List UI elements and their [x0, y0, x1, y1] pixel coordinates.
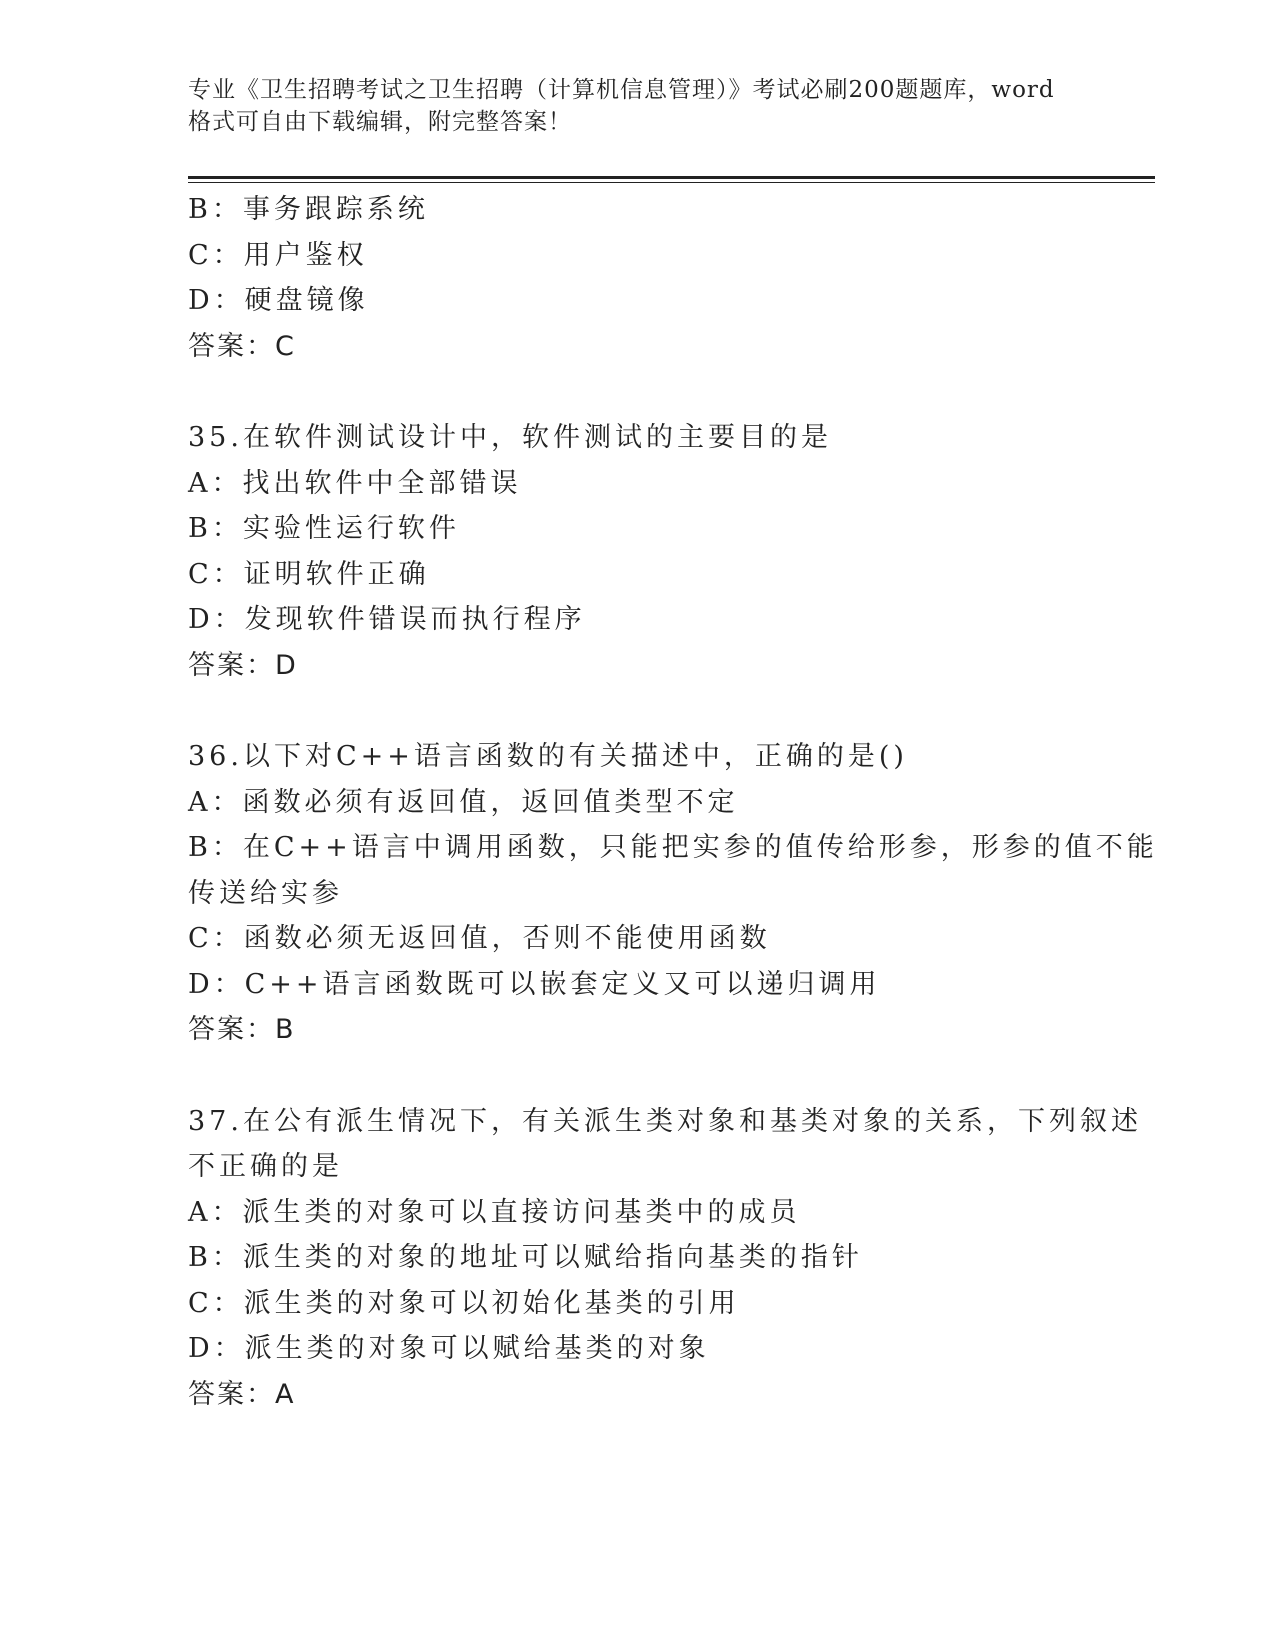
option-b-continued: 传送给实参 [188, 877, 343, 909]
header-rule-thick [188, 176, 1155, 179]
question-block-35 [188, 415, 1088, 688]
option-c: C：函数必须无返回值，否则不能使用函数 [188, 923, 771, 954]
question-stem: 35.在软件测试设计中，软件测试的主要目的是 [188, 422, 832, 453]
answer-line: 答案：A [188, 1378, 296, 1410]
answer-line: 答案：D [188, 649, 298, 681]
option-d: D：C++语言函数既可以嵌套定义又可以递归调用 [188, 968, 881, 1000]
option-b: B：在C++语言中调用函数，只能把实参的值传给形参，形参的值不能 [188, 832, 1158, 863]
question-stem-continued: 不正确的是 [188, 1151, 343, 1182]
option-c: C：用户鉴权 [188, 239, 368, 271]
prev-question-block [188, 187, 1088, 369]
option-a: A：找出软件中全部错误 [188, 467, 522, 499]
page-header [188, 74, 1088, 138]
option-b: B：事务跟踪系统 [188, 194, 429, 225]
answer-line: 答案：C [188, 330, 296, 362]
option-b: B：派生类的对象的地址可以赋给指向基类的指针 [188, 1242, 863, 1273]
answer-line: 答案：B [188, 1014, 296, 1045]
option-a: A：派生类的对象可以直接访问基类中的成员 [188, 1196, 801, 1228]
option-b: B：实验性运行软件 [188, 513, 460, 544]
block-gap [188, 1053, 1088, 1099]
question-block-36 [188, 734, 1158, 1053]
header-rule-thin [188, 182, 1155, 183]
option-d: D：硬盘镜像 [188, 285, 369, 316]
question-stem: 37.在公有派生情况下，有关派生类对象和基类对象的关系，下列叙述 [188, 1105, 1142, 1137]
option-d: D：发现软件错误而执行程序 [188, 604, 586, 635]
header-line-2: 格式可自由下载编辑，附完整答案！ [188, 109, 572, 135]
block-gap [188, 688, 1088, 734]
question-content [188, 187, 1158, 1417]
question-stem: 36.以下对C++语言函数的有关描述中，正确的是() [188, 741, 908, 772]
option-d: D：派生类的对象可以赋给基类的对象 [188, 1333, 710, 1364]
option-c: C：派生类的对象可以初始化基类的引用 [188, 1287, 740, 1319]
question-block-37 [188, 1099, 1142, 1418]
option-c: C：证明软件正确 [188, 558, 430, 590]
header-line-1: 专业《卫生招聘考试之卫生招聘（计算机信息管理）》考试必刷200题题库，word [188, 77, 1055, 103]
option-a: A：函数必须有返回值，返回值类型不定 [188, 786, 739, 818]
block-gap [188, 369, 1088, 415]
